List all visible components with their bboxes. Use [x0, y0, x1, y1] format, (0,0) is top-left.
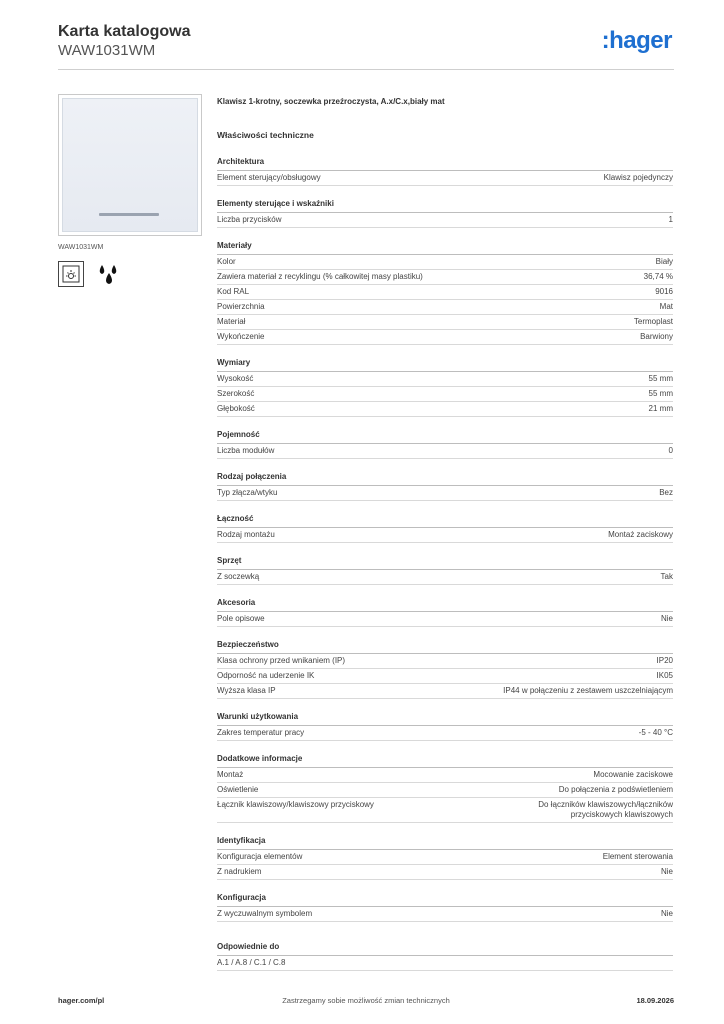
spec-value: Biały [655, 257, 673, 266]
spec-value: IK05 [656, 671, 673, 680]
product-image-label: WAW1031WM [58, 244, 104, 251]
spec-group [217, 241, 673, 345]
spec-row [217, 315, 673, 330]
spec-value: Klawisz pojedynczy [603, 173, 673, 182]
product-panel [58, 94, 204, 287]
spec-label: Liczba przycisków [217, 215, 282, 224]
spec-label: Z nadrukiem [217, 867, 262, 876]
spec-label: Zawiera materiał z recyklingu (% całkowitej masy plastiku) [217, 272, 423, 281]
spec-group-title: Elementy sterujące i wskaźniki [217, 199, 673, 213]
spec-group-title: Pojemność [217, 430, 673, 444]
spec-value: Element sterowania [602, 852, 673, 861]
spec-value: Nie [660, 909, 673, 918]
document-title: Karta katalogowa [58, 23, 191, 40]
spec-value: Montaż zaciskowy [608, 530, 673, 539]
spec-value: Barwiony [640, 332, 673, 341]
spec-groups [217, 157, 673, 971]
spec-row [217, 300, 673, 315]
spec-value: -5 - 40 °C [638, 728, 673, 737]
spec-label: Wykończenie [217, 332, 265, 341]
spec-row [217, 612, 673, 627]
spec-row [217, 768, 673, 783]
spec-row [217, 570, 673, 585]
footer-website: hager.com/pl [58, 996, 105, 1005]
spec-label: Z soczewką [217, 572, 260, 581]
spec-group [217, 942, 673, 971]
spec-value: Nie [660, 614, 673, 623]
spec-label: Zakres temperatur pracy [217, 728, 305, 737]
spec-value: IP44 w połączeniu z zestawem uszczelniającym [503, 686, 673, 695]
spec-row [217, 684, 673, 699]
spec-value: 55 mm [648, 389, 673, 398]
spec-label: Odporność na uderzenie IK [217, 671, 315, 680]
spec-row [217, 669, 673, 684]
spec-row [217, 330, 673, 345]
product-image-switch [62, 98, 198, 232]
spec-row [217, 865, 673, 880]
spec-group [217, 556, 673, 585]
light-lens-icon [58, 261, 84, 287]
footer-notice: Zastrzegamy sobie możliwość zmian technicznych [282, 996, 450, 1005]
spec-row [217, 528, 673, 543]
spec-row [217, 798, 673, 823]
spec-group [217, 836, 673, 880]
spec-label: Wyższa klasa IP [217, 686, 276, 695]
spec-label: A.1 / A.8 / C.1 / C.8 [217, 958, 286, 967]
spec-group-title: Odpowiednie do [217, 942, 673, 956]
spec-row [217, 486, 673, 501]
spec-row [217, 956, 673, 971]
spec-group [217, 199, 673, 228]
spec-label: Klasa ochrony przed wnikaniem (IP) [217, 656, 346, 665]
spec-label: Oświetlenie [217, 785, 259, 794]
spec-label: Montaż [217, 770, 244, 779]
spec-group-title: Warunki użytkowania [217, 712, 673, 726]
spec-row [217, 213, 673, 228]
spec-label: Konfiguracja elementów [217, 852, 303, 861]
spec-group [217, 157, 673, 186]
feature-icons [58, 261, 204, 287]
spec-label: Typ złącza/wtyku [217, 488, 278, 497]
spec-group [217, 430, 673, 459]
spec-group [217, 358, 673, 417]
spec-row [217, 444, 673, 459]
spec-group-title: Materiały [217, 241, 673, 255]
spec-row [217, 171, 673, 186]
spec-value: 55 mm [648, 374, 673, 383]
product-image [58, 94, 202, 236]
logo-text: hager [609, 27, 672, 54]
spec-label: Powierzchnia [217, 302, 265, 311]
spec-group [217, 514, 673, 543]
spec-label: Rodzaj montażu [217, 530, 275, 539]
spec-label: Materiał [217, 317, 246, 326]
spec-group-title: Sprzęt [217, 556, 673, 570]
footer-date: 18.09.2026 [636, 996, 674, 1005]
spec-row [217, 285, 673, 300]
spec-label: Liczba modułów [217, 446, 275, 455]
spec-value: Do łączników klawiszowych/łączników przyciskowych klawiszowych [538, 800, 673, 819]
spec-row [217, 907, 673, 922]
spec-row [217, 270, 673, 285]
spec-value: IP20 [656, 656, 673, 665]
spec-label: Wysokość [217, 374, 254, 383]
spec-value: Bez [659, 488, 673, 497]
spec-group-title: Rodzaj połączenia [217, 472, 673, 486]
spec-value: 36,74 % [643, 272, 673, 281]
product-lens-bar [99, 213, 159, 216]
spec-label: Szerokość [217, 389, 255, 398]
spec-group [217, 893, 673, 922]
spec-group-title: Łączność [217, 514, 673, 528]
spec-label: Głębokość [217, 404, 255, 413]
spec-group [217, 712, 673, 741]
spec-value: Mat [659, 302, 673, 311]
spec-row [217, 372, 673, 387]
product-code: WAW1031WM [58, 42, 156, 59]
spec-panel [217, 96, 673, 971]
spec-group [217, 754, 673, 823]
page-footer [58, 996, 674, 1008]
spec-group [217, 472, 673, 501]
spec-label: Pole opisowe [217, 614, 265, 623]
spec-value: Tak [660, 572, 673, 581]
drops-water-icon [96, 261, 122, 287]
spec-row [217, 783, 673, 798]
spec-row [217, 387, 673, 402]
spec-group-title: Identyfikacja [217, 836, 673, 850]
spec-value: 9016 [655, 287, 673, 296]
page-header [58, 20, 674, 70]
spec-group [217, 598, 673, 627]
spec-value: Mocowanie zaciskowe [593, 770, 673, 779]
spec-group-title: Bezpieczeństwo [217, 640, 673, 654]
spec-value: Nie [660, 867, 673, 876]
section-heading: Właściwości techniczne [217, 130, 314, 140]
product-description: Klawisz 1-krotny, soczewka przeźroczysta, A.x/C.x,biały mat [217, 97, 445, 106]
spec-label: Kod RAL [217, 287, 250, 296]
spec-label: Łącznik klawiszowy/klawiszowy przyciskowy [217, 800, 374, 809]
spec-row [217, 654, 673, 669]
spec-value: 1 [668, 215, 673, 224]
spec-group-title: Konfiguracja [217, 893, 673, 907]
spec-group-title: Architektura [217, 157, 673, 171]
spec-row [217, 255, 673, 270]
spec-value: Do połączenia z podświetleniem [558, 785, 673, 794]
spec-row [217, 850, 673, 865]
spec-value: 0 [668, 446, 673, 455]
hager-logo: :hager [601, 27, 672, 54]
spec-row [217, 402, 673, 417]
spec-group-title: Akcesoria [217, 598, 673, 612]
spec-group-title: Dodatkowe informacje [217, 754, 673, 768]
spec-label: Z wyczuwalnym symbolem [217, 909, 313, 918]
spec-label: Kolor [217, 257, 236, 266]
spec-value: Termoplast [633, 317, 673, 326]
spec-group [217, 640, 673, 699]
spec-value: 21 mm [648, 404, 673, 413]
spec-label: Element sterujący/obsługowy [217, 173, 321, 182]
spec-group-title: Wymiary [217, 358, 673, 372]
spec-row [217, 726, 673, 741]
